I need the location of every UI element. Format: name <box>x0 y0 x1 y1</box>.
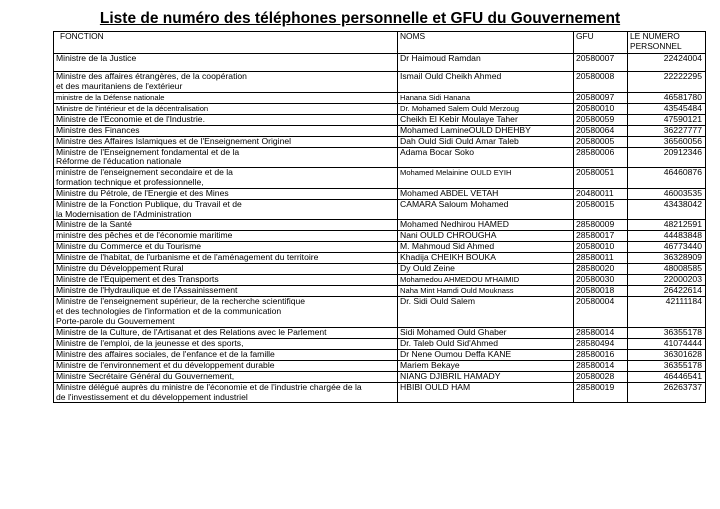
cell-fonction: Ministre des affaires étrangères, de la coopération et des mauritaniens de l'extérieur <box>54 72 398 93</box>
table-row <box>54 242 706 253</box>
table-row <box>54 147 706 168</box>
cell-gfu: 28580014 <box>574 360 628 371</box>
table-row <box>54 92 706 103</box>
cell-numero: 46581780 <box>628 92 706 103</box>
cell-gfu: 28580009 <box>574 220 628 231</box>
cell-gfu: 20580097 <box>574 92 628 103</box>
cell-fonction: Ministre de la Justice <box>54 54 398 72</box>
cell-nom: Hanana Sidi Hanana <box>398 92 574 103</box>
header-noms: NOMS <box>398 32 574 54</box>
table-body <box>54 54 706 403</box>
cell-fonction: Ministre de l'habitat, de l'urbanisme et de l'aménagement du territoire <box>54 253 398 264</box>
page-title: Liste de numéro des téléphones personnelle et GFU du Gouvernement <box>99 10 621 27</box>
cell-nom: HBIBI OULD HAM <box>398 382 574 403</box>
cell-nom: Dr. Sidi Ould Salem <box>398 297 574 327</box>
cell-numero: 36355178 <box>628 327 706 338</box>
table-row <box>54 382 706 403</box>
cell-numero: 22000203 <box>628 275 706 286</box>
cell-gfu: 28580020 <box>574 264 628 275</box>
cell-nom: Dy Ould Zeine <box>398 264 574 275</box>
cell-nom: Sidi Mohamed Ould Ghaber <box>398 327 574 338</box>
cell-numero: 36355178 <box>628 360 706 371</box>
cell-numero: 46446541 <box>628 371 706 382</box>
table-row <box>54 103 706 114</box>
cell-nom: Dr Nene Oumou Deffa KANE <box>398 349 574 360</box>
cell-nom: Mohamed ABDEL VETAH <box>398 188 574 199</box>
cell-gfu: 20480011 <box>574 188 628 199</box>
cell-numero: 26263737 <box>628 382 706 403</box>
cell-fonction: Ministre du Développement Rural <box>54 264 398 275</box>
cell-nom: Dah Ould Sidi Ould Amar Taleb <box>398 136 574 147</box>
table-row <box>54 297 706 327</box>
cell-numero: 22424004 <box>628 54 706 72</box>
cell-gfu: 20580064 <box>574 125 628 136</box>
table-row <box>54 72 706 93</box>
cell-fonction: Ministre de la Culture, de l'Artisanat et des Relations avec le Parlement <box>54 327 398 338</box>
cell-numero: 46460876 <box>628 168 706 189</box>
cell-gfu: 20580028 <box>574 371 628 382</box>
cell-fonction: Ministre de l'Enseignement fondamental et de la Réforme de l'éducation nationale <box>54 147 398 168</box>
cell-gfu: 20580004 <box>574 297 628 327</box>
table-row <box>54 253 706 264</box>
cell-gfu: 28580011 <box>574 253 628 264</box>
cell-fonction: Ministre de l'Equipement et des Transports <box>54 275 398 286</box>
cell-gfu: 20580007 <box>574 54 628 72</box>
cell-nom: Khadija CHEIKH BOUKA <box>398 253 574 264</box>
table-row <box>54 349 706 360</box>
cell-gfu: 28580014 <box>574 327 628 338</box>
table-row <box>54 327 706 338</box>
cell-gfu: 28580017 <box>574 231 628 242</box>
cell-numero: 36301628 <box>628 349 706 360</box>
table-row <box>54 199 706 220</box>
cell-fonction: Ministre de l'Hydraulique et de l'Assainissement <box>54 286 398 297</box>
cell-nom: NIANG DJIBRIL HAMADY <box>398 371 574 382</box>
table-row <box>54 231 706 242</box>
table-row <box>54 264 706 275</box>
cell-fonction: Ministre de l'Economie et de l'Industrie. <box>54 114 398 125</box>
cell-nom: Adama Bocar Soko <box>398 147 574 168</box>
table-row <box>54 286 706 297</box>
cell-nom: Cheikh El Kebir Moulaye Taher <box>398 114 574 125</box>
cell-numero: 22222295 <box>628 72 706 93</box>
cell-nom: CAMARA Saloum Mohamed <box>398 199 574 220</box>
cell-nom: Dr Haimoud Ramdan <box>398 54 574 72</box>
cell-nom: M. Mahmoud Sid Ahmed <box>398 242 574 253</box>
cell-numero: 44483848 <box>628 231 706 242</box>
cell-nom: Dr. Mohamed Salem Ould Merzoug <box>398 103 574 114</box>
cell-fonction: ministre de la Défense nationale <box>54 92 398 103</box>
cell-fonction: Ministre des Affaires Islamiques et de l'Enseignement Originel <box>54 136 398 147</box>
table-row <box>54 54 706 72</box>
cell-gfu: 28580494 <box>574 338 628 349</box>
cell-fonction: Ministre de l'environnement et du développement durable <box>54 360 398 371</box>
cell-fonction: Ministre délégué auprès du ministre de l'économie et de l'industrie chargée de la de l'investissement et du développement industriel <box>54 382 398 403</box>
table-row <box>54 168 706 189</box>
table-row <box>54 114 706 125</box>
cell-numero: 48008585 <box>628 264 706 275</box>
cell-gfu: 20580008 <box>574 72 628 93</box>
cell-fonction: ministre des pêches et de l'économie maritime <box>54 231 398 242</box>
cell-numero: 20912346 <box>628 147 706 168</box>
cell-numero: 46773440 <box>628 242 706 253</box>
table-row <box>54 188 706 199</box>
header-fonction: FONCTION <box>54 32 398 54</box>
cell-gfu: 20580015 <box>574 199 628 220</box>
cell-numero: 26422614 <box>628 286 706 297</box>
cell-nom: Mohamed LamineOULD DHEHBY <box>398 125 574 136</box>
table-row <box>54 275 706 286</box>
cell-numero: 36227777 <box>628 125 706 136</box>
cell-gfu: 28580019 <box>574 382 628 403</box>
cell-nom: Ismail Ould Cheikh Ahmed <box>398 72 574 93</box>
cell-gfu: 20580051 <box>574 168 628 189</box>
cell-nom: Dr. Taleb Ould Sid'Ahmed <box>398 338 574 349</box>
cell-fonction: Ministre de l'intérieur et de la décentralisation <box>54 103 398 114</box>
cell-numero: 36328909 <box>628 253 706 264</box>
cell-gfu: 20580030 <box>574 275 628 286</box>
header-numero: LE NUMERO PERSONNEL <box>628 32 706 54</box>
table-row <box>54 338 706 349</box>
cell-nom: Naha Mint Hamdi Ould Mouknass <box>398 286 574 297</box>
table-row <box>54 360 706 371</box>
table-row <box>54 125 706 136</box>
cell-gfu: 20580010 <box>574 103 628 114</box>
phone-table <box>53 31 706 403</box>
cell-gfu: 20580005 <box>574 136 628 147</box>
cell-numero: 48212591 <box>628 220 706 231</box>
cell-fonction: Ministre des affaires sociales, de l'enfance et de la famille <box>54 349 398 360</box>
cell-nom: Mariem Bekaye <box>398 360 574 371</box>
cell-numero: 43545484 <box>628 103 706 114</box>
table-row <box>54 371 706 382</box>
cell-fonction: Ministre des Finances <box>54 125 398 136</box>
cell-numero: 46003535 <box>628 188 706 199</box>
table-row <box>54 136 706 147</box>
cell-gfu: 20580059 <box>574 114 628 125</box>
cell-gfu: 20580010 <box>574 242 628 253</box>
cell-fonction: Ministre de l'emploi, de la jeunesse et des sports, <box>54 338 398 349</box>
cell-nom: Mohamed Melainine OULD EYIH <box>398 168 574 189</box>
cell-numero: 47590121 <box>628 114 706 125</box>
header-gfu: GFU <box>574 32 628 54</box>
cell-fonction: Ministre Secrétaire Général du Gouvernement, <box>54 371 398 382</box>
table-row <box>54 220 706 231</box>
cell-fonction: Ministre de la Santé <box>54 220 398 231</box>
cell-nom: Mohamed Nedhirou HAMED <box>398 220 574 231</box>
cell-nom: Mohamedou AHMEDOU M'HAIMID <box>398 275 574 286</box>
cell-numero: 36560056 <box>628 136 706 147</box>
cell-fonction: ministre de l'enseignement secondaire et de la formation technique et professionnelle, <box>54 168 398 189</box>
cell-fonction: Ministre de la Fonction Publique, du Travail et de la Modernisation de l'Administration <box>54 199 398 220</box>
cell-numero: 43438042 <box>628 199 706 220</box>
cell-numero: 42111184 <box>628 297 706 327</box>
cell-gfu: 20580018 <box>574 286 628 297</box>
cell-fonction: Ministre du Commerce et du Tourisme <box>54 242 398 253</box>
cell-numero: 41074444 <box>628 338 706 349</box>
cell-gfu: 28580016 <box>574 349 628 360</box>
table-header-row <box>54 32 706 54</box>
cell-nom: Nani OULD CHROUGHA <box>398 231 574 242</box>
cell-fonction: Ministre de l'enseignement supérieur, de la recherche scientifique et des technologies de l'information et de la communication Porte-parole du Gouvernement <box>54 297 398 327</box>
cell-gfu: 28580006 <box>574 147 628 168</box>
cell-fonction: Ministre du Pétrole, de l'Energie et des Mines <box>54 188 398 199</box>
